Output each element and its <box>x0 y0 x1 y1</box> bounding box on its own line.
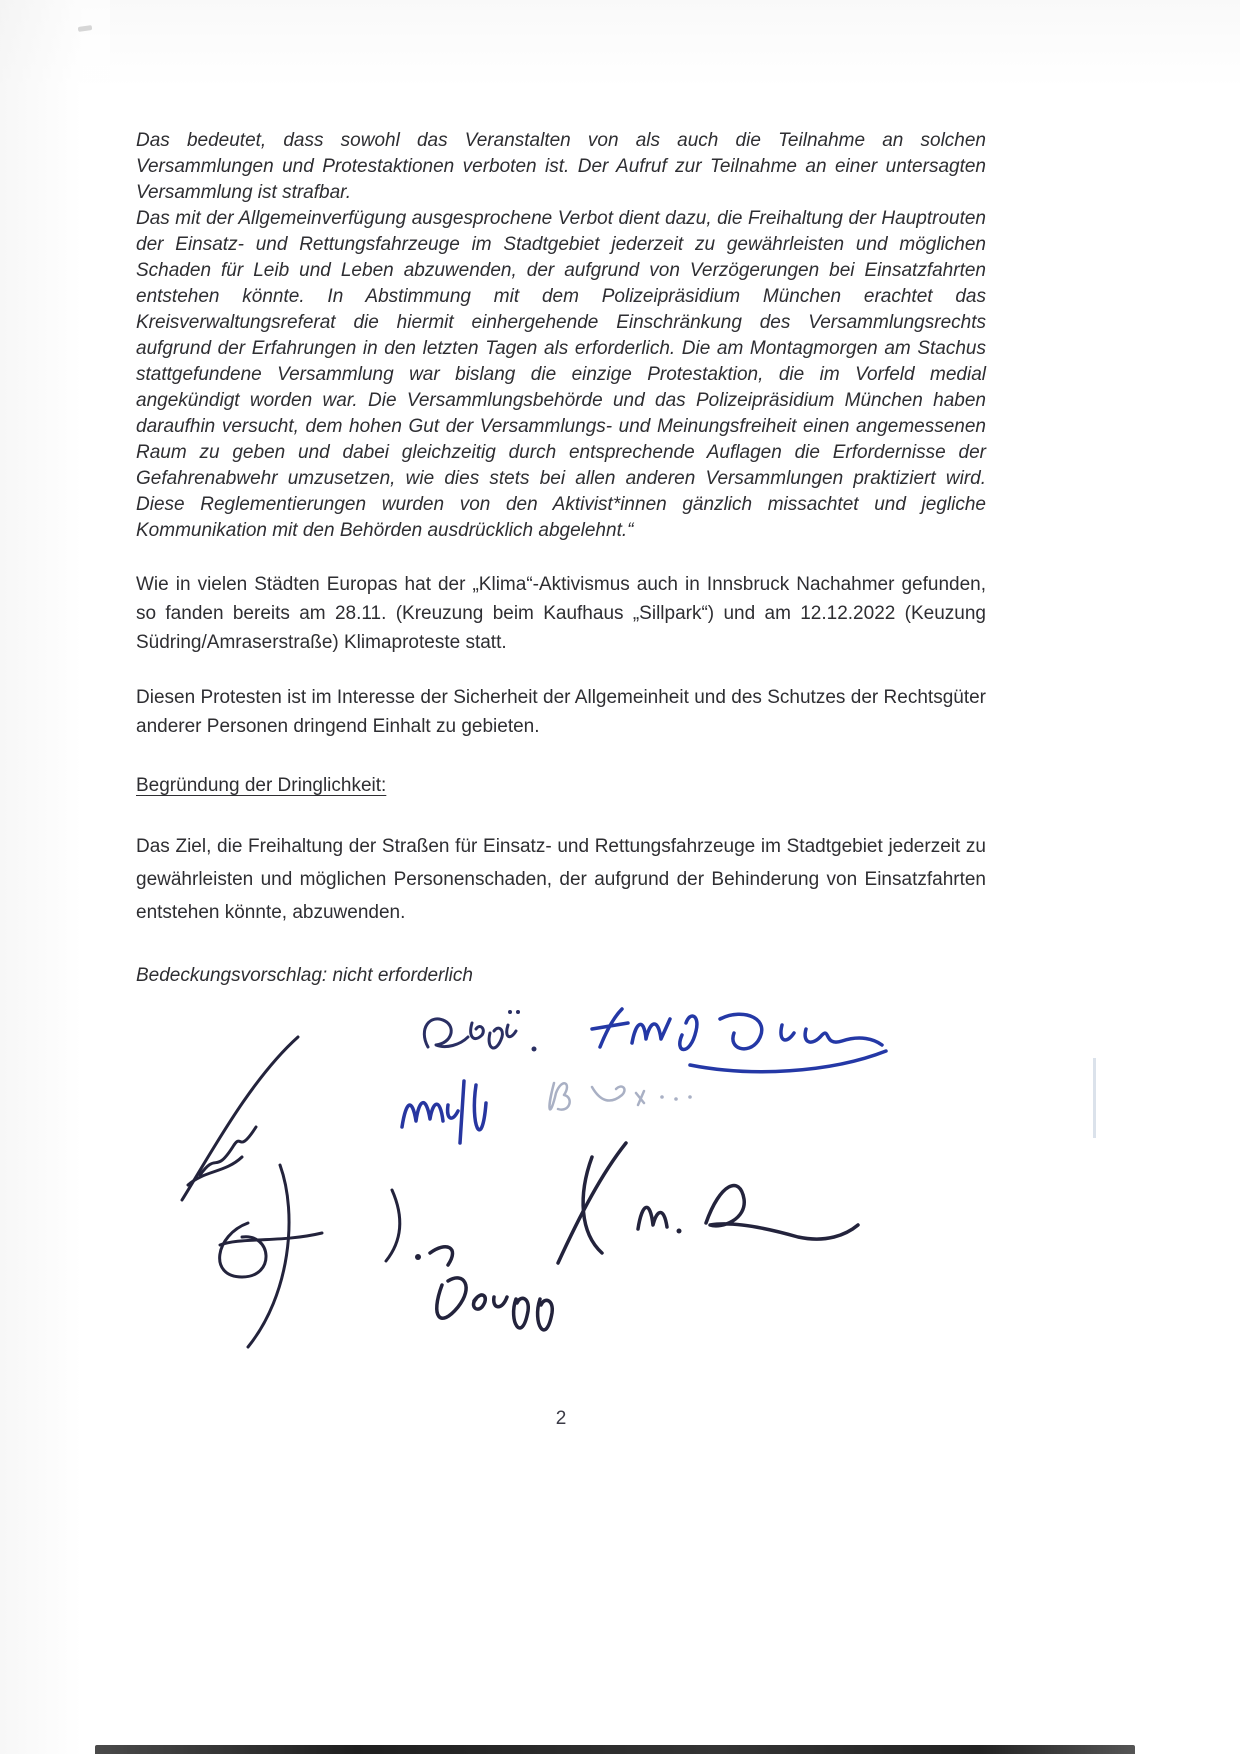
signature-center-mid <box>402 1081 486 1143</box>
page-number: 2 <box>555 1408 567 1429</box>
scan-artifact-right-line <box>1093 1058 1096 1138</box>
heading-urgency: Begründung der Dringlichkeit: <box>136 775 387 796</box>
signature-left-upper <box>182 1037 298 1200</box>
handwritten-signatures <box>130 985 1030 1375</box>
paragraph-quote-part2: Das mit der Allgemeinverfügung ausgesprochene Verbot dient dazu, die Freihaltung der Hauptrouten der Einsatz- und Rettungsfahrzeuge im Stadtgebiet jederzeit zu gewährleisten und möglichen Schaden für Leib und Leben abzuwenden, der aufgrund von Verzögerungen bei Einsatzfahrten entstehen könnte. In Abstimmung mit dem Polizeipräsidium München erachtet das Kreisverwaltungsreferat die hiermit einhergehende Einschränkung des Versammlungsrechts aufgrund der Erfahrungen in den letzten Tagen als erforderlich. Die am Montagmorgen am Stachus stattgefundene Versammlung war bislang die einzige Protestaktion, die im Vorfeld medial angekündigt worden war. Die Versammlungsbehörde und das Polizeipräsidium München haben daraufhin versucht, dem hohen Gut der Versammlungs- und Meinungsfreiheit einen angemessenen Raum zu geben und dabei gleichzeitig durch entsprechende Auflagen die Erfordernisse der Gefahrenabwehr umzusetzen, wie dies stets bei allen anderen Versammlungen praktiziert wird. Diese Reglementierungen wurden von den Aktivist*innen gänzlich missachtet und jegliche Kommunikation mit den Behörden ausdrücklich abgelehnt.“ <box>136 208 986 541</box>
signature-left-lower <box>220 1165 421 1347</box>
paragraph-protests: Diesen Protesten ist im Interesse der Sicherheit der Allgemeinheit und des Schutzes der Rechtsgüter anderer Personen dringend Einhalt zu gebieten. <box>136 687 986 737</box>
paragraph-innsbruck: Wie in vielen Städten Europas hat der „Klima“-Aktivismus auch in Innsbruck Nachahmer gefunden, so fanden bereits am 28.11. (Kreuzung beim Kaufhaus „Sillpark“) und am 12.12.2022 (Keuzung Südring/Amraserstraße) Klimaproteste statt. <box>136 574 986 653</box>
signature-right-mid <box>558 1143 858 1263</box>
scan-artifact-bottom-edge <box>95 1745 1135 1754</box>
signature-bottom-center <box>430 1247 552 1330</box>
paragraph-coverage: Bedeckungsvorschlag: nicht erforderlich <box>136 965 473 986</box>
paragraph-goal: Das Ziel, die Freihaltung der Straßen für Einsatz- und Rettungsfahrzeuge im Stadtgebiet jederzeit zu gewährleisten und möglichen Personenschaden, der aufgrund der Behinderung von Einsatzfahrten entstehen könnte, abzuwenden. <box>136 836 986 923</box>
signature-right-top <box>592 1009 886 1072</box>
scan-artifact-top-shade <box>0 0 1240 110</box>
document-body <box>136 128 986 989</box>
signature-center-top <box>424 1010 536 1052</box>
paragraph-quote-part1: Das bedeutet, dass sowohl das Veranstalten von als auch die Teilnahme an solchen Versammlungen und Protestaktionen verboten ist. Der Aufruf zur Teilnahme an einer untersagten Versammlung ist strafbar. <box>136 130 986 203</box>
scan-artifact-left-shade <box>0 0 110 1754</box>
signature-faint <box>550 1083 692 1110</box>
